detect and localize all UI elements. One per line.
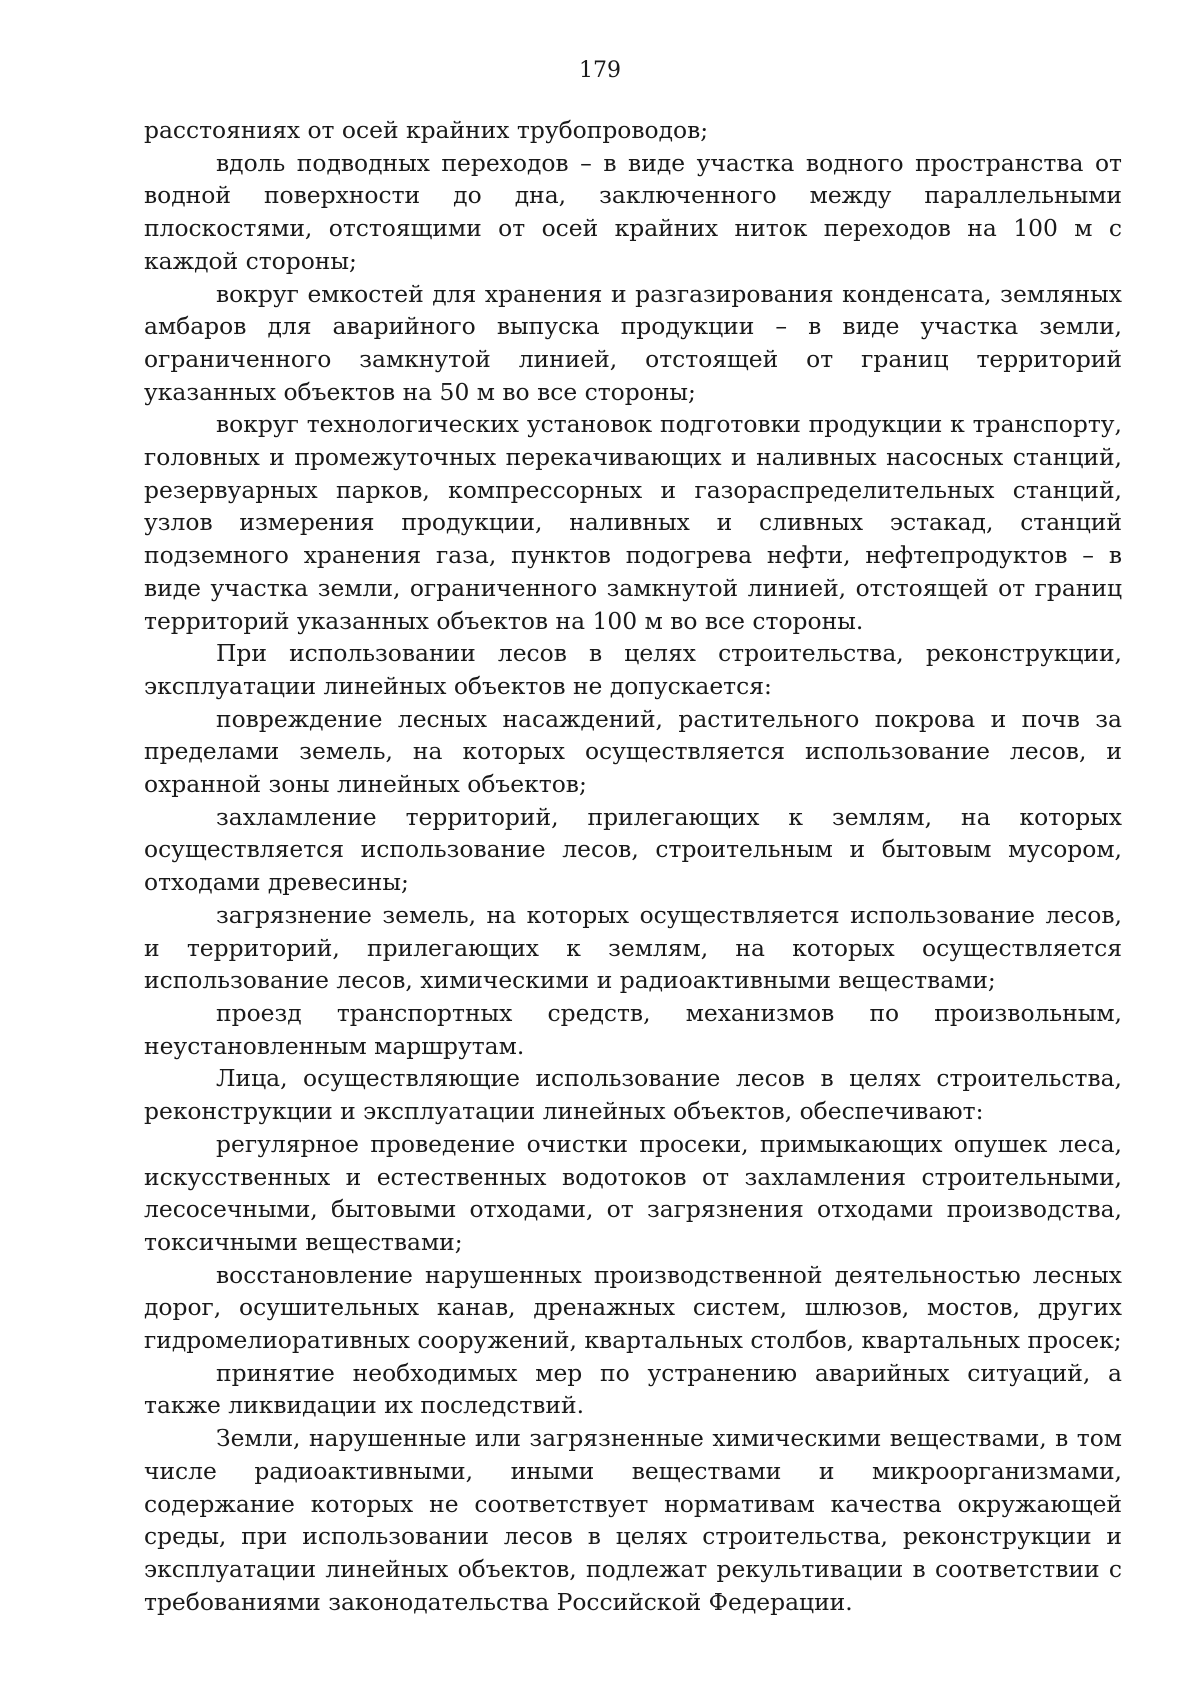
- paragraph-obligations-intro: Лица, осуществляющие использование лесов в целях строительства, реконструкции и эксплуатации линейных объектов, обеспечивают:: [144, 1064, 1122, 1126]
- document-body: [144, 114, 1122, 1618]
- paragraph-restoration: восстановление нарушенных производственной деятельностью лесных дорог, осушительных канав, дренажных систем, шлюзов, мостов, других гидромелиоративных сооружений, квартальных столбов, квартальных просек;: [144, 1260, 1122, 1355]
- paragraph-underwater-crossings: вдоль подводных переходов – в виде участка водного пространства от водной поверхности до дна, заключенного между параллельными плоскостями, отстоящими от осей крайних ниток переходов на 100 м с каждой стороны;: [144, 148, 1122, 275]
- page-number: 179: [579, 58, 621, 83]
- paragraph-vehicle-passage: проезд транспортных средств, механизмов по произвольным, неустановленным маршрутам.: [144, 998, 1122, 1060]
- paragraph-clearing-maintenance: регулярное проведение очистки просеки, примыкающих опушек леса, искусственных и естественных водотоков от захламления строительными, лесосечными, бытовыми отходами, от загрязнения отходами производства, токсичными веществами;: [144, 1129, 1122, 1256]
- paragraph-continuation: расстояниях от осей крайних трубопроводов;: [144, 116, 709, 144]
- paragraph-littering: захламление территорий, прилегающих к землям, на которых осуществляется использование лесов, строительным и бытовым мусором, отходами древесины;: [144, 802, 1122, 897]
- paragraph-technological-installations: вокруг технологических установок подготовки продукции к транспорту, головных и промежуточных перекачивающих и наливных насосных станций, резервуарных парков, компрессорных и газораспределительных станций, узлов измерения продукции, наливных и сливных эстакад, станций подземного хранения газа, пунктов подогрева нефти, нефтепродуктов – в виде участка земли, ограниченного замкнутой линией, отстоящей от границ территорий указанных объектов на 100 м во все стороны.: [144, 410, 1122, 635]
- paragraph-prohibitions-intro: При использовании лесов в целях строительства, реконструкции, эксплуатации линейных объектов не допускается:: [144, 639, 1122, 700]
- paragraph-pollution: загрязнение земель, на которых осуществляется использование лесов, и территорий, прилегающих к землям, на которых осуществляется использование лесов, химическими и радиоактивными веществами;: [144, 900, 1122, 995]
- paragraph-reclamation: Земли, нарушенные или загрязненные химическими веществами, в том числе радиоактивными, иными веществами и микроорганизмами, содержание которых не соответствует нормативам качества окружающей среды, при использовании лесов в целях строительства, реконструкции и эксплуатации линейных объектов, подлежат рекультивации в соответствии с требованиями законодательства Российской Федерации.: [144, 1424, 1122, 1616]
- paragraph-emergency-measures: принятие необходимых мер по устранению аварийных ситуаций, а также ликвидации их последствий.: [144, 1358, 1122, 1420]
- paragraph-condensate-tanks: вокруг емкостей для хранения и разгазирования конденсата, земляных амбаров для аварийного выпуска продукции – в виде участка земли, ограниченного замкнутой линией, отстоящей от границ территорий указанных объектов на 50 м во все стороны;: [144, 279, 1122, 406]
- paragraph-damage-to-forest: повреждение лесных насаждений, растительного покрова и почв за пределами земель, на которых осуществляется использование лесов, и охранной зоны линейных объектов;: [144, 704, 1122, 799]
